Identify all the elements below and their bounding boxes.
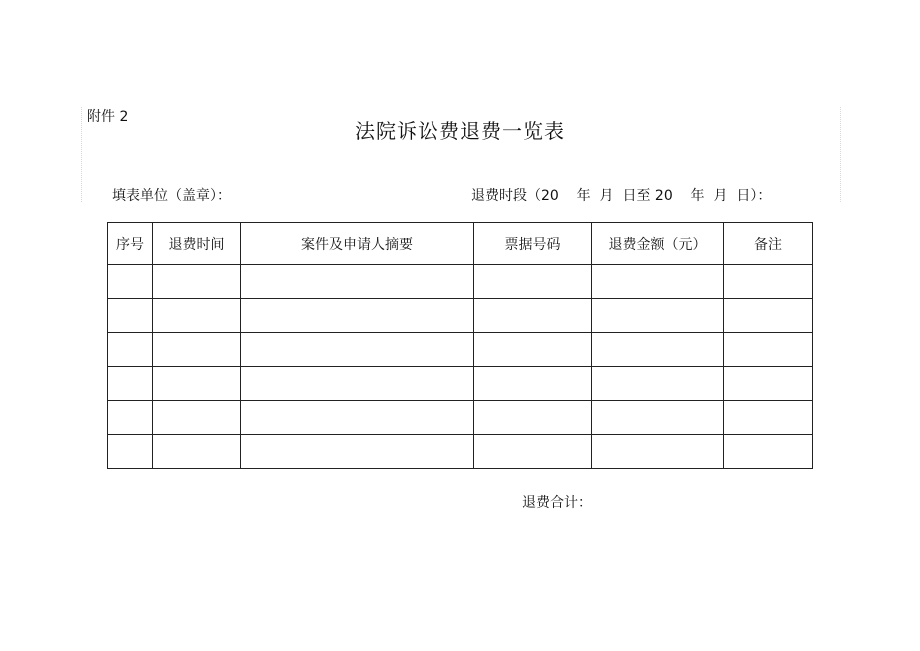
table-cell[interactable]	[724, 367, 813, 401]
filling-unit-label: 填表单位（盖章）：	[112, 188, 231, 204]
table-cell[interactable]	[724, 333, 813, 367]
table-cell[interactable]	[241, 401, 474, 435]
table-cell[interactable]	[474, 435, 592, 469]
refund-total-label: 退费合计：	[522, 495, 592, 511]
table-cell[interactable]	[592, 299, 724, 333]
table-row	[108, 333, 813, 367]
table-cell[interactable]	[592, 435, 724, 469]
period-to-year-unit: 年	[690, 188, 705, 204]
table-cell[interactable]	[241, 333, 474, 367]
header-remarks: 备注	[724, 223, 813, 265]
table-cell[interactable]	[474, 367, 592, 401]
table-cell[interactable]	[153, 367, 241, 401]
table-cell[interactable]	[724, 401, 813, 435]
table-cell[interactable]	[108, 435, 153, 469]
table-cell[interactable]	[241, 299, 474, 333]
table-cell[interactable]	[241, 367, 474, 401]
period-to-year: 20	[654, 188, 673, 204]
table-cell[interactable]	[474, 299, 592, 333]
table-cell[interactable]	[241, 435, 474, 469]
table-cell[interactable]	[108, 265, 153, 299]
table-header-row	[108, 223, 813, 265]
table-row	[108, 265, 813, 299]
table-cell[interactable]	[153, 435, 241, 469]
table-row	[108, 435, 813, 469]
table-cell[interactable]	[241, 265, 474, 299]
period-to-day-unit: 日）：	[736, 188, 772, 204]
table-row	[108, 367, 813, 401]
period-label: 退费时段（	[471, 188, 541, 204]
table-cell[interactable]	[724, 299, 813, 333]
table-cell[interactable]	[153, 299, 241, 333]
annex-label: 附件 2	[87, 109, 129, 125]
period-to-month-unit: 月	[713, 188, 728, 204]
table-cell[interactable]	[108, 367, 153, 401]
table-cell[interactable]	[592, 401, 724, 435]
table-cell[interactable]	[592, 265, 724, 299]
refund-period	[471, 185, 771, 205]
table-row	[108, 401, 813, 435]
table-cell[interactable]	[474, 333, 592, 367]
header-receipt-number: 票据号码	[474, 223, 592, 265]
period-from-year: 20	[541, 188, 559, 204]
table-cell[interactable]	[474, 401, 592, 435]
header-refund-amount: 退费金额（元）	[592, 223, 724, 265]
table-cell[interactable]	[108, 299, 153, 333]
table-cell[interactable]	[724, 265, 813, 299]
table-row	[108, 299, 813, 333]
header-serial-number: 序号	[108, 223, 153, 265]
period-from-month-unit: 月	[599, 188, 614, 204]
table-cell[interactable]	[592, 333, 724, 367]
page-title: 法院诉讼费退费一览表	[355, 119, 565, 143]
table-cell[interactable]	[108, 401, 153, 435]
table-cell[interactable]	[153, 333, 241, 367]
table-cell[interactable]	[474, 265, 592, 299]
period-from-day-unit: 日至	[622, 188, 651, 204]
header-refund-time: 退费时间	[153, 223, 241, 265]
table-cell[interactable]	[153, 265, 241, 299]
period-from-year-unit: 年	[576, 188, 591, 204]
header-case-summary: 案件及申请人摘要	[241, 223, 474, 265]
table-cell[interactable]	[592, 367, 724, 401]
table-cell[interactable]	[724, 435, 813, 469]
table-cell[interactable]	[108, 333, 153, 367]
refund-table	[107, 222, 813, 469]
table-cell[interactable]	[153, 401, 241, 435]
